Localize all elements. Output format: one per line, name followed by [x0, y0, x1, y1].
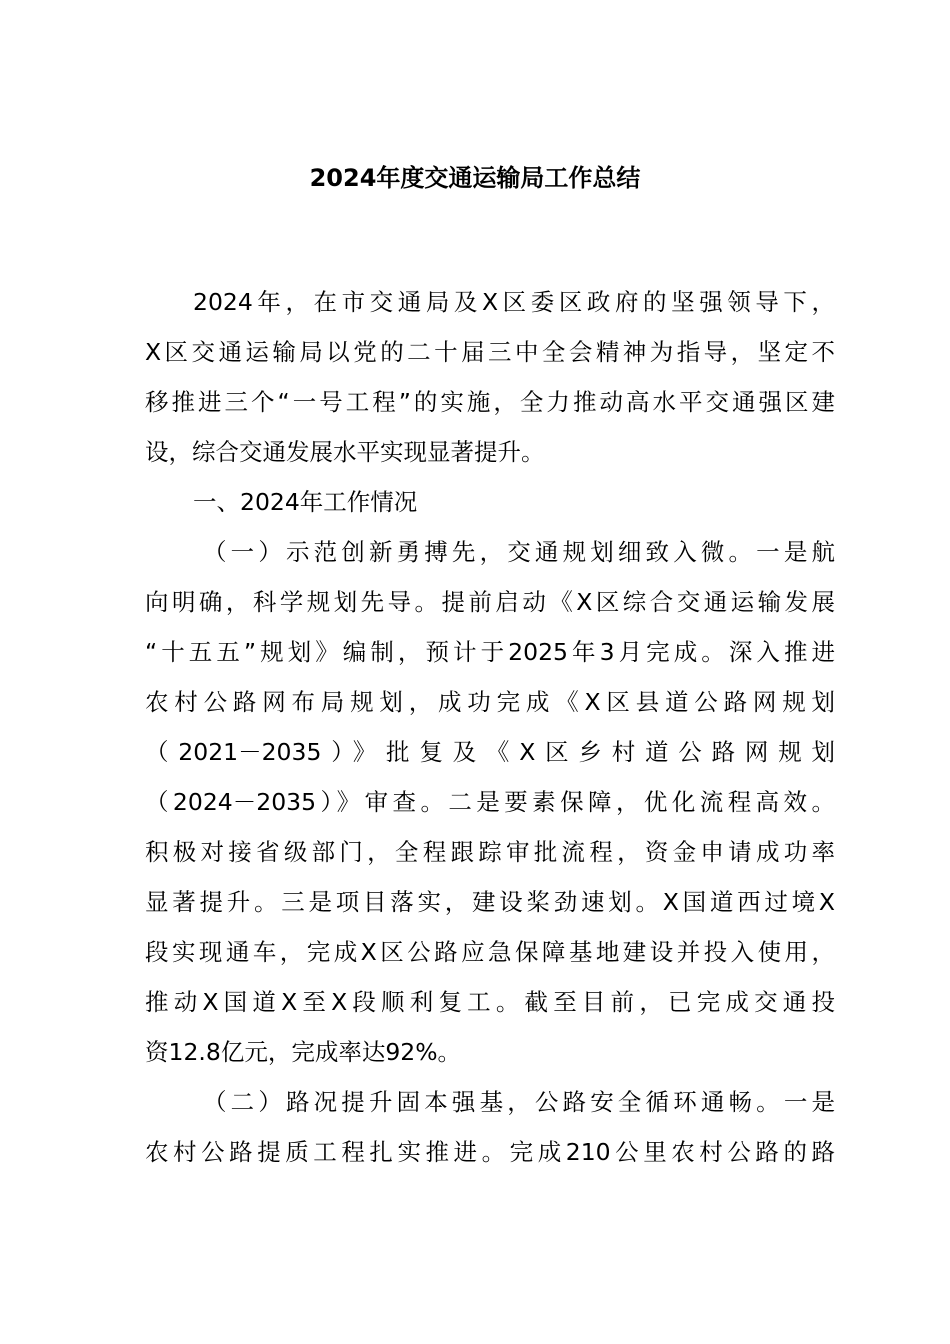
paragraph-line: X区交通运输局以党的二十届三中全会精神为指导，坚定不 — [145, 338, 835, 366]
paragraph-line: （2024－2035）》审查。二是要素保障，优化流程高效。 — [145, 788, 835, 816]
paragraph-line: 移推进三个“一号工程”的实施，全力推动高水平交通强区建 — [145, 388, 835, 416]
paragraph-line: 资12.8亿元，完成率达92%。 — [145, 1038, 462, 1066]
document-title: 2024年度交通运输局工作总结 — [309, 164, 641, 192]
section-heading: 一、2024年工作情况 — [193, 488, 418, 516]
subsection-line: （一）示范创新勇搏先，交通规划细致入微。一是航 — [203, 538, 835, 566]
paragraph-line: 积极对接省级部门，全程跟踪审批流程，资金申请成功率 — [145, 838, 835, 866]
document-body — [145, 277, 835, 1177]
paragraph-line: 向明确，科学规划先导。提前启动《X区综合交通运输发展 — [145, 588, 835, 616]
paragraph-line: 设，综合交通发展水平实现显著提升。 — [145, 438, 545, 466]
subsection-line: （二）路况提升固本强基，公路安全循环通畅。一是 — [203, 1088, 835, 1116]
paragraph-line: 2024年，在市交通局及X区委区政府的坚强领导下， — [193, 288, 835, 316]
paragraph-line: 显著提升。三是项目落实，建设桨劲速划。X国道西过境X — [145, 888, 835, 916]
paragraph-line: （2021－2035）》批复及《X区乡村道公路网规划 — [145, 738, 835, 766]
paragraph-line: “十五五”规划》编制，预计于2025年3月完成。深入推进 — [145, 638, 835, 666]
paragraph-line: 推动X国道X至X段顺利复工。截至目前，已完成交通投 — [145, 988, 835, 1016]
paragraph-line: 段实现通车，完成X区公路应急保障基地建设并投入使用， — [145, 938, 835, 966]
paragraph-line: 农村公路提质工程扎实推进。完成210公里农村公路的路 — [145, 1138, 835, 1166]
paragraph-line: 农村公路网布局规划，成功完成《X区县道公路网规划 — [145, 688, 835, 716]
